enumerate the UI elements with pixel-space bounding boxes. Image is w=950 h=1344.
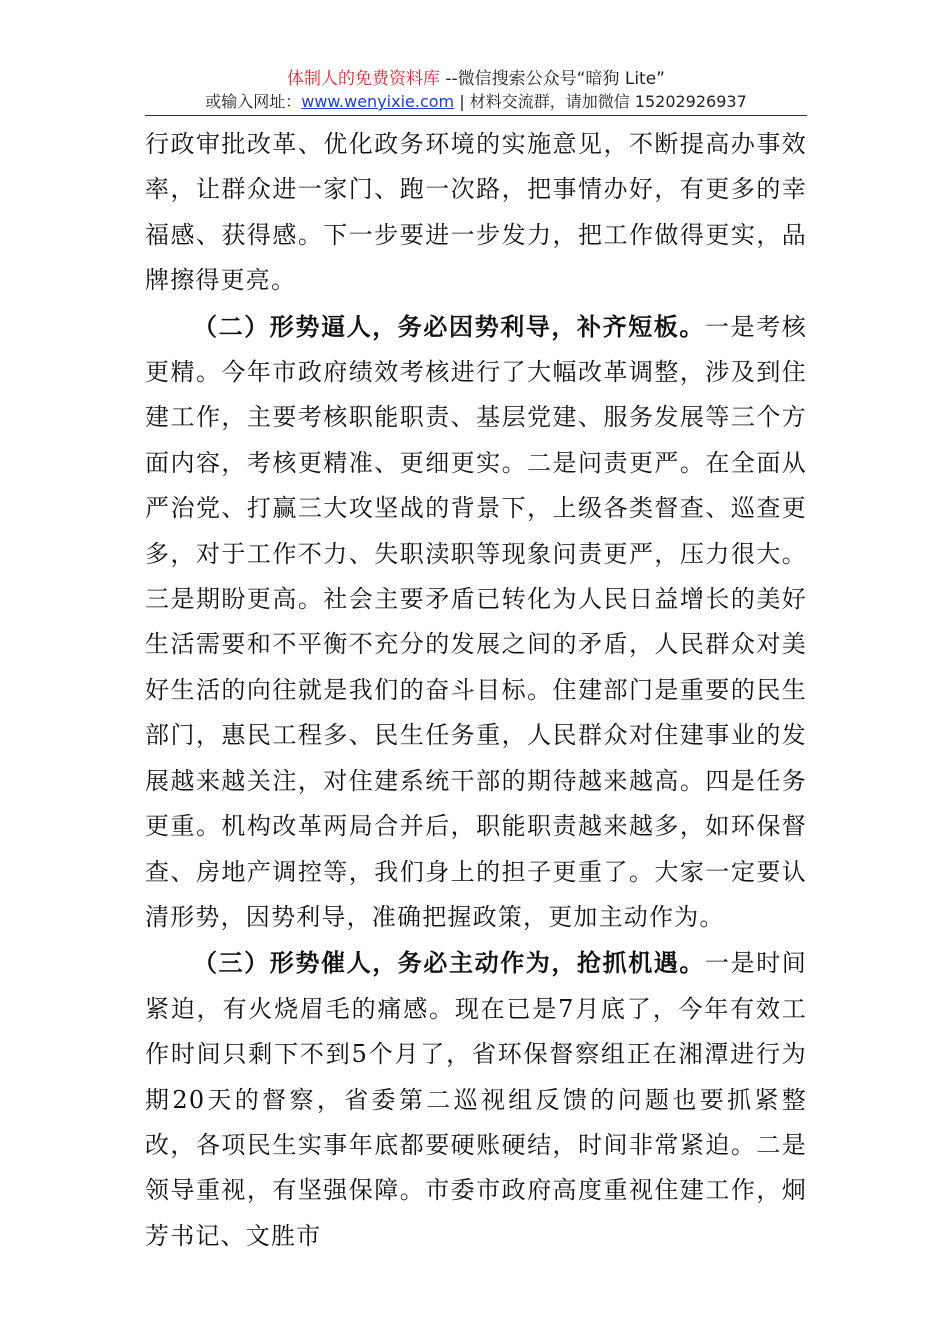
header-site-link[interactable]: www.wenyixie.com	[301, 92, 455, 111]
header-wechat-text: --微信搜索公众号“暗狗 Lite”	[439, 69, 665, 89]
header-contact-line	[145, 90, 807, 116]
section-2-body: 一是考核更精。今年市政府绩效考核进行了大幅改革调整，涉及到住建工作，主要考核职能职责、基层党建、服务发展等三个方面内容，考核更精准、更细更实。二是问责更严。在全面从严治党、打赢三大攻坚战的背景下，上级各类督查、巡查更多，对于工作不力、失职渎职等现象问责更严，压力很大。三是期盼更高。社会主要矛盾已转化为人民日益增长的美好生活需要和不平衡不充分的发展之间的矛盾，人民群众对美好生活的向往就是我们的奋斗目标。住建部门是重要的民生部门，惠民工程多、民生任务重，人民群众对住建事业的发展越来越关注，对住建系统干部的期待越来越高。四是任务更重。机构改革两局合并后，职能职责越来越多，如环保督查、房地产调控等，我们身上的担子更重了。大家一定要认清形势，因势利导，准确把握政策，更加主动作为。	[145, 312, 807, 931]
section-3-paragraph	[145, 940, 807, 1259]
section-2-heading: （二）形势逼人，务必因势利导，补齐短板。	[193, 311, 705, 341]
section-3-body: 一是时间紧迫，有火烧眉毛的痛感。现在已是7月底了，今年有效工作时间只剩下不到5个月了，省环保督察组正在湘潭进行为期20天的督察，省委第二巡视组反馈的问题也要抓紧整改，各项民生实事年底都要硬账硬结，时间非常紧迫。二是领导重视，有坚强保障。市委市政府高度重视住建工作，炯芳书记、文胜市	[145, 949, 807, 1250]
header-promo-line	[145, 68, 807, 90]
header-brand: 体制人的免费资料库	[286, 69, 440, 89]
header-site-prefix: 或输入网址：	[205, 92, 302, 111]
page-header	[145, 68, 807, 116]
section-2-paragraph	[145, 304, 807, 941]
document-body	[145, 122, 807, 1259]
header-contact: | 材料交流群，请加微信 15202926937	[454, 92, 747, 111]
paragraph-continued: 行政审批改革、优化政务环境的实施意见，不断提高办事效率，让群众进一家门、跑一次路，把事情办好，有更多的幸福感、获得感。下一步要进一步发力，把工作做得更实，品牌擦得更亮。	[145, 130, 807, 295]
section-3-heading: （三）形势催人，务必主动作为，抢抓机遇。	[193, 948, 705, 978]
